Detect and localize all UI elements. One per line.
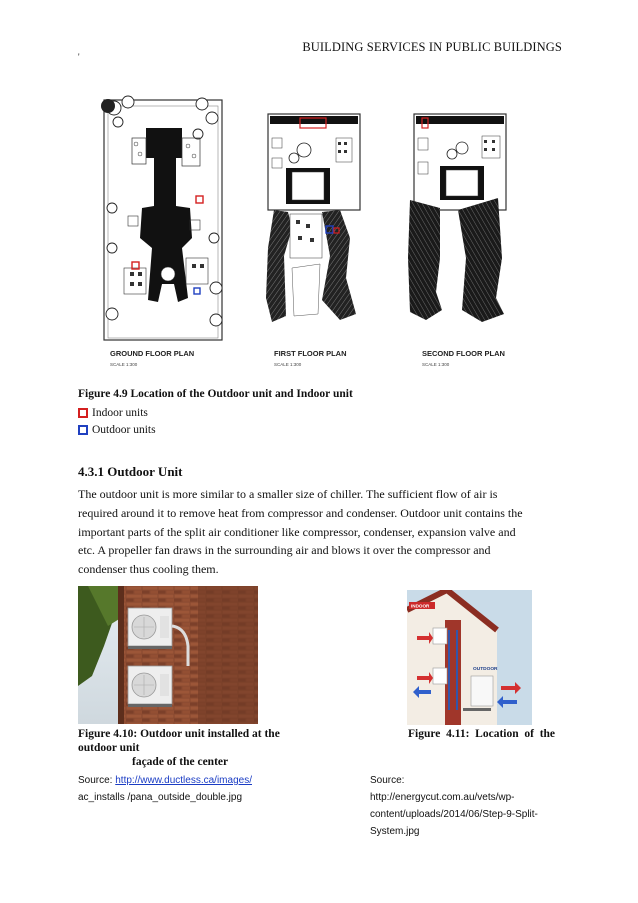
outdoor-legend-swatch bbox=[78, 425, 88, 435]
paragraph-line: The outdoor unit is more similar to a smaller size of chiller. The sufficient flow of air is bbox=[78, 487, 498, 501]
stray-mark: ' bbox=[78, 52, 80, 62]
figure-4-10-source bbox=[78, 772, 252, 806]
figure-4-11-source bbox=[370, 772, 538, 840]
first-plan-title: FIRST FLOOR PLAN bbox=[274, 349, 347, 358]
figure-4-11-caption: Figure 4.11: Location of the bbox=[408, 728, 556, 740]
ground-floor-plan bbox=[101, 96, 222, 367]
running-header: BUILDING SERVICES IN PUBLIC BUILDINGS bbox=[302, 40, 562, 54]
figure-4-10-caption-line3: façade of the center bbox=[132, 756, 229, 768]
legend-outdoor-label: Outdoor units bbox=[92, 424, 156, 436]
paragraph-line: etc. A propeller fan draws in the surrounding air and blows it over the compressor and bbox=[78, 543, 491, 558]
outdoor-unit-photo bbox=[78, 586, 258, 724]
ground-plan-title: GROUND FLOOR PLAN bbox=[110, 349, 195, 358]
second-plan-title: SECOND FLOOR PLAN bbox=[422, 349, 505, 358]
paragraph-line: condenser thus cooling them. bbox=[78, 562, 219, 577]
first-floor-plan bbox=[266, 114, 360, 367]
split-system-diagram bbox=[407, 590, 532, 725]
source-line: content/uploads/2014/06/Step-9-Split- bbox=[370, 809, 538, 820]
ground-plan-scale: SCALE 1:300 bbox=[110, 362, 138, 367]
source-line: Source: bbox=[370, 775, 405, 786]
second-floor-plan bbox=[408, 114, 506, 367]
indoor-legend-swatch bbox=[78, 408, 88, 418]
legend-outdoor bbox=[78, 424, 156, 436]
first-plan-scale: SCALE 1:300 bbox=[274, 362, 302, 367]
paragraph-line: important parts of the split air conditioner like compressor, condenser, expansion valve and bbox=[78, 524, 516, 539]
figure-4-10-caption-line2: outdoor unit bbox=[78, 742, 140, 754]
section-heading: 4.3.1 Outdoor Unit bbox=[78, 464, 183, 479]
source-line: System.jpg bbox=[370, 826, 420, 837]
diagram-indoor-label: INDOOR bbox=[411, 603, 430, 609]
floor-plans-figure bbox=[78, 88, 562, 376]
source-label: Source: bbox=[78, 775, 116, 786]
figure-4-10-caption-line1: Figure 4.10: Outdoor unit installed at the bbox=[78, 728, 280, 740]
second-plan-scale: SCALE 1:300 bbox=[422, 362, 450, 367]
source-line: http://energycut.com.au/vets/wp- bbox=[370, 792, 515, 803]
legend-indoor bbox=[78, 407, 148, 419]
legend-indoor-label: Indoor units bbox=[92, 407, 148, 419]
section-paragraph bbox=[78, 485, 564, 579]
source-link[interactable]: http://www.ductless.ca/images/ bbox=[115, 775, 252, 786]
diagram-outdoor-label: OUTDOOR bbox=[473, 667, 498, 672]
source-path: ac_installs /pana_outside_double.jpg bbox=[78, 792, 243, 803]
paragraph-line: required around it to remove heat from compressor and condenser. Outdoor unit contains the bbox=[78, 505, 523, 520]
figure-4-9-caption: Figure 4.9 Location of the Outdoor unit and Indoor unit bbox=[78, 388, 353, 400]
